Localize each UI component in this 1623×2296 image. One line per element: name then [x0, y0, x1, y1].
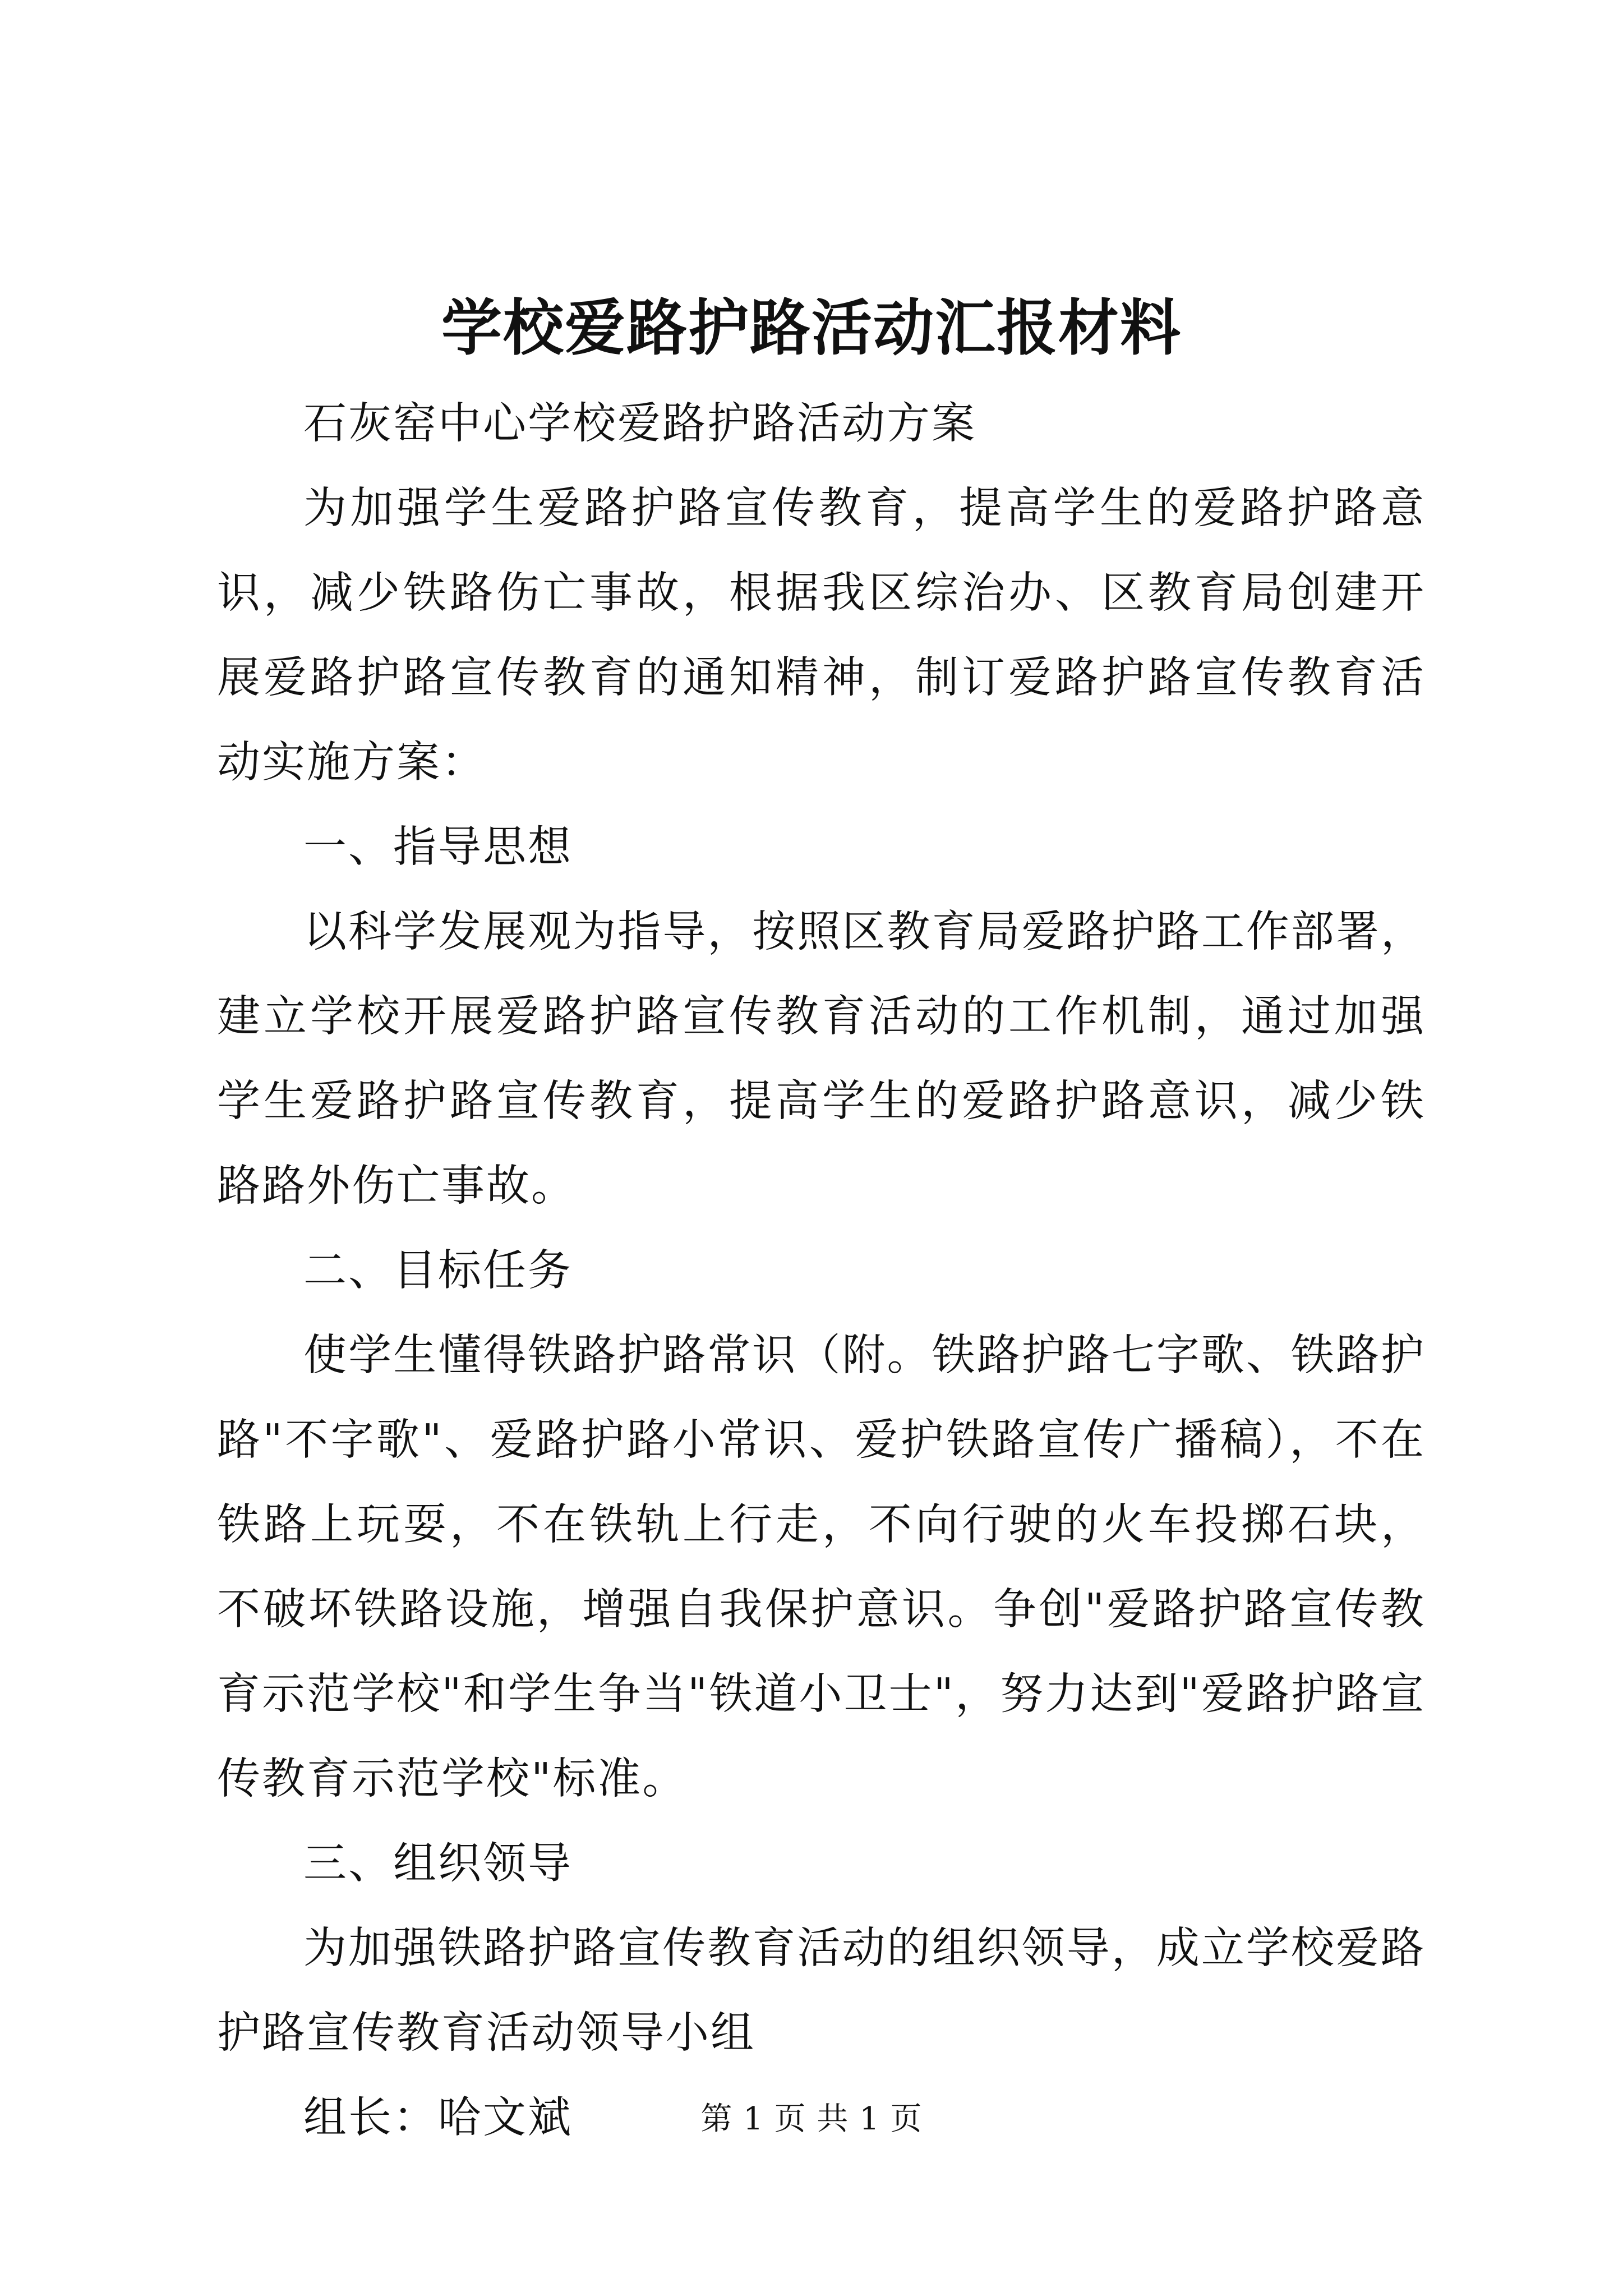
paragraph-group-leader: 组长：哈文斌 — [303, 2093, 573, 2143]
heading-goals-tasks: 二、目标任务 — [303, 1246, 573, 1296]
paragraph-plan-name: 石灰窑中心学校爱路护路活动方案 — [303, 399, 976, 449]
heading-organization-leadership: 三、组织领导 — [303, 1839, 573, 1889]
heading-guiding-ideology: 一、指导思想 — [303, 822, 573, 872]
paragraph-intro: 为加强学生爱路护路宣传教育，提高学生的爱路护路意识，减少铁路伤亡事故，根据我区综治办、区教育局创建开展爱路护路宣传教育的通知精神，制订爱路护路宣传教育活动实施方案： — [217, 484, 1426, 788]
document-body — [217, 381, 1426, 2160]
document-title: 学校爱路护路活动汇报材料 — [441, 293, 1182, 364]
paragraph-goals-tasks: 使学生懂得铁路护路常识（附。铁路护路七字歌、铁路护路"不字歌"、爱路护路小常识、爱护铁路宣传广播稿），不在铁路上玩耍，不在铁轨上行走，不向行驶的火车投掷石块，不破坏铁路设施，增强自我保护意识。争创"爱路护路宣传教育示范学校"和学生争当"铁道小卫士"，努力达到"爱路护路宣传教育示范学校"标准。 — [217, 1331, 1426, 1804]
paragraph-organization-leadership: 为加强铁路护路宣传教育活动的组织领导，成立学校爱路护路宣传教育活动领导小组 — [217, 1924, 1426, 2058]
page-number-footer: 第 1 页 共 1 页 — [700, 2101, 923, 2137]
paragraph-guiding-ideology: 以科学发展观为指导，按照区教育局爱路护路工作部署，建立学校开展爱路护路宣传教育活动的工作机制，通过加强学生爱路护路宣传教育，提高学生的爱路护路意识，减少铁路路外伤亡事故。 — [217, 907, 1426, 1211]
